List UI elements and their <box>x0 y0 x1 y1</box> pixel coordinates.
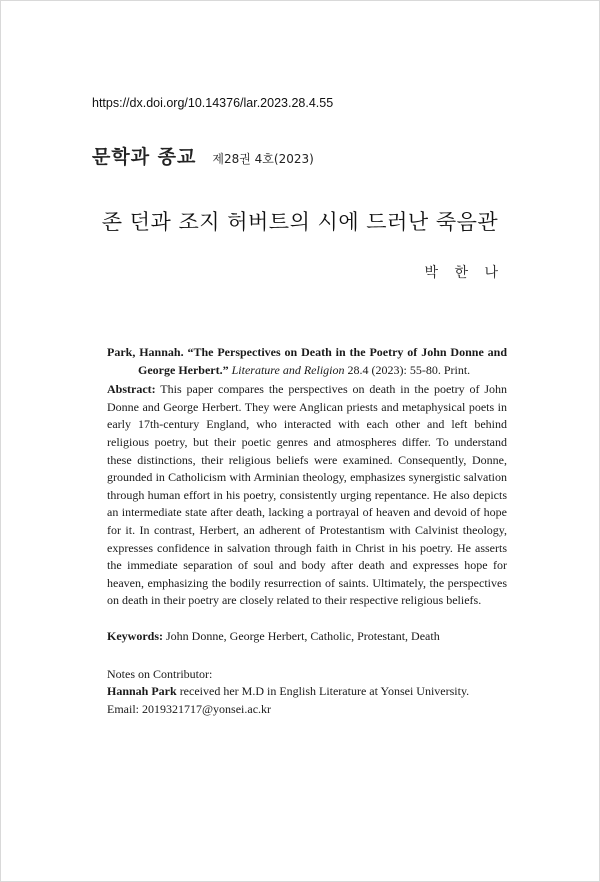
citation-authors-title: Park, Hannah. “The Perspectives on Death in the Poetry of John Donne and George Herbert.” <box>107 345 507 377</box>
journal-header <box>92 142 314 169</box>
paper-author: 박 한 나 <box>424 265 504 281</box>
contributor-email[interactable]: Email: 2019321717@yonsei.ac.kr <box>107 701 272 716</box>
abstract-text: This paper compares the perspectives on death in the poetry of John Donne and George Herbert. They were Anglican priests and metaphysical poets in early 17th-century England, who interacted with each other and left behind religious poetry, but their poetic genres and atmospheres differ. To understand these distinctions, their religious beliefs were examined. Consequently, Donne, grounded in Catholicism with Arminian theology, emphasizes synergistic salvation through human effort in his poetry, consistently urging repentance. He also depicts an intermediate state after death, lacking a portrayal of heaven and devoid of hope for it. In contrast, Herbert, an adherent of Protestantism with Calvinist theology, expresses confidence in salvation through faith in Christ in his poetry. He asserts the immediate separation of soul and body after death and expresses hope for heaven, emphasizing the bodily resurrection of saints. Ultimately, the perspectives on death in their poetry are closely related to their respective religious beliefs. <box>107 382 507 608</box>
keywords <box>107 628 507 646</box>
journal-name: 문학과 종교 <box>92 146 197 168</box>
citation-journal: Literature and Religion <box>231 362 345 377</box>
keywords-label: Keywords: <box>107 628 163 643</box>
citation <box>107 344 507 379</box>
notes-heading: Notes on Contributor: <box>107 666 213 681</box>
notes-bio-line <box>107 683 507 701</box>
abstract-label: Abstract: <box>107 382 156 397</box>
keywords-text: John Donne, George Herbert, Catholic, Protestant, Death <box>163 628 440 643</box>
contributor-name: Hannah Park <box>107 684 177 699</box>
paper-body <box>107 344 507 718</box>
journal-issue: 제28권 4호(2023) <box>212 152 314 166</box>
contributor-notes <box>107 666 507 719</box>
citation-details: 28.4 (2023): 55-80. Print. <box>344 362 471 377</box>
doi-link[interactable]: https://dx.doi.org/10.14376/lar.2023.28.4.55 <box>92 96 334 110</box>
contributor-bio: received her M.D in English Literature at Yonsei University. <box>176 684 470 699</box>
abstract <box>107 381 507 610</box>
paper-title: 존 던과 조지 허버트의 시에 드러난 죽음관 <box>101 210 499 234</box>
